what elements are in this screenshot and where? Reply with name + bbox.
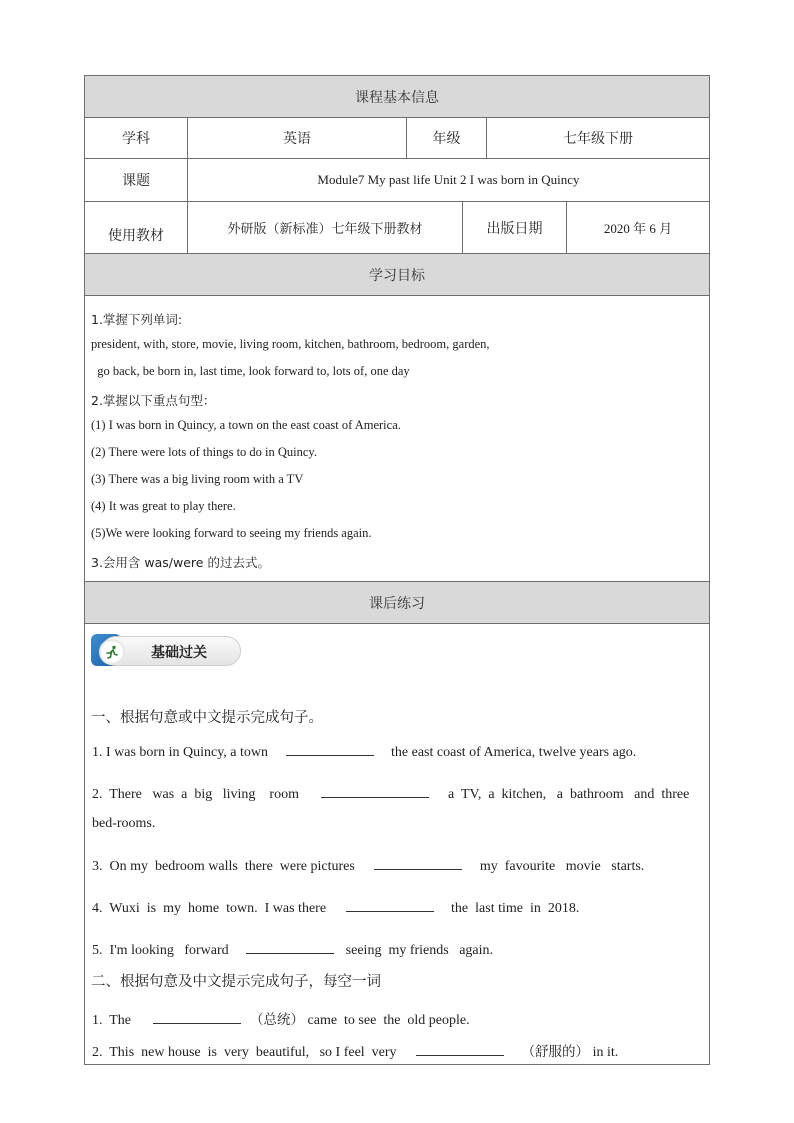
course-info-title: 课程基本信息 (355, 89, 439, 106)
topic-value: Module7 My past life Unit 2 I was born in Quincy (317, 172, 580, 187)
exercise-item: 1. I was born in Quincy, a town the east coast of America, twelve years ago. (92, 745, 637, 760)
objective-line: (5)We were looking forward to seeing my friends again. (91, 526, 372, 540)
publish-date-value: 2020 年 6 月 (603, 221, 673, 236)
textbook-row (85, 202, 709, 254)
section2-title: 二、根据句意及中文提示完成句子，每空一词 (91, 974, 381, 990)
exercise-item: 3. On my bedroom walls there were pictures my favourite movie starts. (92, 859, 645, 874)
grade-label: 年级 (407, 118, 487, 158)
answer-blank[interactable] (321, 785, 429, 798)
objective-line: 2.掌握以下重点句型： (91, 393, 216, 408)
running-person-icon (99, 639, 125, 665)
textbook-label: 使用教材 (85, 202, 188, 253)
publish-date-label: 出版日期 (463, 202, 567, 253)
objective-line: 1.掌握下列单词: (91, 312, 183, 327)
topic-row (85, 159, 709, 202)
objective-line: president, with, store, movie, living room, kitchen, bathroom, bedroom, garden, (91, 337, 490, 351)
course-info-sheet (84, 75, 710, 1065)
exercise-item: 2. There was a big living room a TV, a kitchen, a bathroom and three (92, 787, 690, 802)
objective-line: (1) I was born in Quincy, a town on the east coast of America. (91, 418, 401, 432)
objective-line: (4) It was great to play there. (91, 499, 236, 513)
grade-value: 七年级下册 (563, 131, 633, 147)
textbook-value: 外研版（新标准）七年级下册教材 (188, 202, 463, 253)
objective-line: 3.会用含 was/were 的过去式。 (91, 555, 270, 570)
badge-label: 基础过关 (151, 645, 207, 661)
objective-line: go back, be born in, last time, look forward to, lots of, one day (91, 364, 410, 378)
basics-badge (91, 634, 241, 668)
practice-title: 课后练习 (369, 595, 425, 612)
objectives-body (85, 296, 709, 582)
section1-title: 一、根据句意或中文提示完成句子。 (91, 710, 323, 726)
exercise-item: 2. This new house is very beautiful, so I feel very （舒服的） in it. (92, 1044, 619, 1060)
practice-header (85, 582, 709, 624)
answer-blank[interactable] (346, 899, 434, 912)
objectives-header (85, 254, 709, 296)
exercise-item: 1. The （总统） came to see the old people. (92, 1012, 470, 1028)
subject-row (85, 118, 709, 159)
exercise-item-continued: bed-rooms. (92, 816, 156, 831)
subject-label: 学科 (85, 118, 188, 158)
course-info-header (85, 76, 709, 118)
objectives-title: 学习目标 (369, 267, 425, 284)
answer-blank[interactable] (246, 941, 334, 954)
subject-value: 英语 (188, 118, 407, 158)
topic-label: 课题 (85, 159, 188, 201)
answer-blank[interactable] (286, 743, 374, 756)
exercise-item: 4. Wuxi is my home town. I was there the last time in 2018. (92, 901, 580, 916)
objective-line: (2) There were lots of things to do in Quincy. (91, 445, 317, 459)
answer-blank[interactable] (374, 857, 462, 870)
objective-line: (3) There was a big living room with a TV (91, 472, 304, 486)
answer-blank[interactable] (153, 1011, 241, 1024)
answer-blank[interactable] (416, 1043, 504, 1056)
exercise-item: 5. I'm looking forward seeing my friends again. (92, 943, 494, 958)
